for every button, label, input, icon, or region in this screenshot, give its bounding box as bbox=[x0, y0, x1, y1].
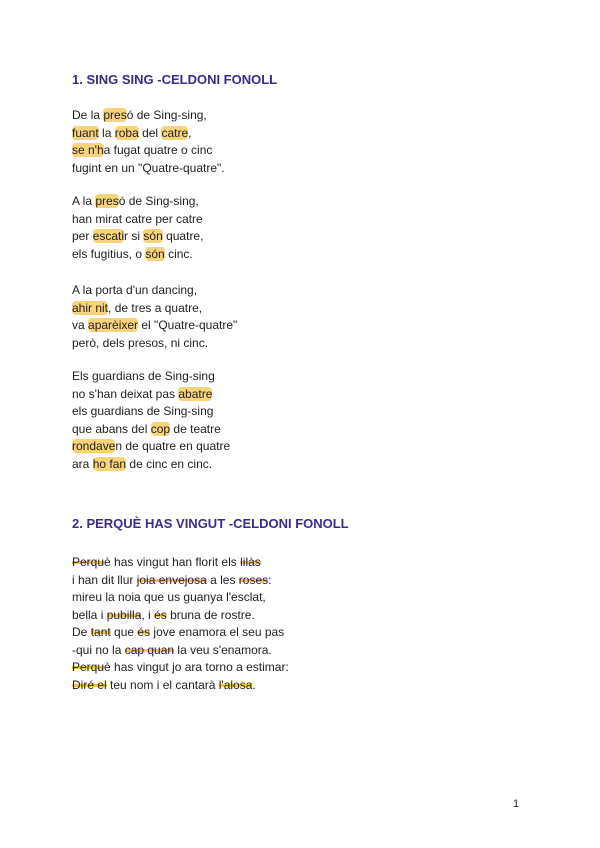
verse-line bbox=[72, 572, 289, 590]
verse-text: . bbox=[252, 677, 256, 692]
highlighted-word: fuant bbox=[72, 125, 99, 140]
verse-line bbox=[72, 107, 225, 125]
struck-word: Perqu bbox=[72, 660, 105, 674]
verse-line bbox=[72, 421, 230, 439]
verse-text: A la bbox=[72, 194, 96, 208]
struck-word: joia envejosa bbox=[136, 572, 207, 587]
verse-text: del bbox=[138, 125, 162, 140]
verse-line bbox=[72, 317, 237, 335]
page-number: 1 bbox=[513, 798, 520, 810]
verse-line bbox=[72, 554, 289, 572]
verse-text: bella i bbox=[72, 607, 107, 622]
verse-line bbox=[72, 335, 237, 353]
verse-text: de teatre bbox=[170, 421, 221, 436]
verse-line bbox=[72, 624, 289, 642]
highlighted-word: cop bbox=[150, 421, 171, 436]
verse-line bbox=[72, 659, 289, 677]
verse-text: bruna de rostre. bbox=[166, 607, 255, 622]
verse-text: els fugitius, o bbox=[72, 246, 146, 261]
verse-text: a fugat quatre o cinc bbox=[103, 143, 213, 157]
highlighted-word: escati bbox=[92, 229, 125, 243]
verse-text: la veu s'enamora. bbox=[174, 642, 272, 657]
verse-line bbox=[72, 677, 289, 695]
verse-line bbox=[72, 403, 230, 421]
verse-line bbox=[72, 246, 203, 264]
verse-text: jove enamora el seu pas bbox=[150, 625, 285, 639]
verse-text: è has vingut han florit els bbox=[104, 555, 241, 569]
verse-text: quatre, bbox=[162, 229, 204, 243]
verse-text: va bbox=[72, 318, 89, 332]
verse-text: cinc. bbox=[164, 246, 193, 261]
verse-text: De la bbox=[72, 108, 104, 122]
struck-word: tant bbox=[90, 625, 111, 639]
verse-text: a les bbox=[206, 572, 239, 587]
verse-line bbox=[72, 125, 225, 143]
verse-text: , bbox=[188, 125, 192, 140]
highlighted-word: són bbox=[143, 229, 163, 243]
verse-line bbox=[72, 300, 237, 318]
verse-text: , i bbox=[141, 607, 155, 622]
verse-text: que bbox=[110, 625, 138, 639]
verse-text: la bbox=[98, 125, 115, 140]
song1-stanza-1 bbox=[72, 107, 225, 177]
verse-text: per bbox=[72, 229, 93, 243]
verse-line bbox=[72, 368, 230, 386]
song1-title: 1. SING SING -CELDONI FONOLL bbox=[72, 72, 278, 87]
verse-text: han mirat catre per catre bbox=[72, 211, 203, 226]
verse-text: que abans del bbox=[72, 421, 151, 436]
song1-stanza-2 bbox=[72, 193, 203, 263]
verse-text: els guardians de Sing-sing bbox=[72, 404, 214, 418]
verse-text: de cinc en cinc. bbox=[126, 456, 213, 471]
verse-line bbox=[72, 589, 289, 607]
verse-text: mireu la noia que us guanya l'esclat, bbox=[72, 590, 266, 604]
verse-line bbox=[72, 438, 230, 456]
highlighted-word: pres bbox=[95, 194, 119, 208]
verse-text: ara bbox=[72, 456, 93, 471]
song2-title: 2. PERQUÈ HAS VINGUT -CELDONI FONOLL bbox=[72, 516, 349, 531]
verse-text: ó de Sing-sing, bbox=[126, 108, 207, 122]
highlighted-word: roba bbox=[114, 125, 139, 140]
highlighted-word: pres bbox=[103, 108, 127, 122]
verse-line bbox=[72, 142, 225, 160]
verse-line bbox=[72, 282, 237, 300]
verse-line bbox=[72, 642, 289, 660]
struck-word: Perqu bbox=[72, 555, 105, 569]
highlighted-word: aparèixer bbox=[88, 318, 139, 332]
verse-line bbox=[72, 607, 289, 625]
song1-stanza-4 bbox=[72, 368, 230, 473]
verse-line bbox=[72, 386, 230, 404]
struck-word: l'alosa bbox=[218, 677, 253, 692]
verse-text: però, dels presos, ni cinc. bbox=[72, 335, 209, 350]
verse-line bbox=[72, 228, 203, 246]
struck-word: és bbox=[137, 625, 151, 639]
struck-word: lilàs bbox=[240, 555, 261, 569]
verse-text: fugint en un "Quatre-quatre". bbox=[72, 160, 225, 175]
struck-word: és bbox=[154, 607, 167, 622]
verse-text: Els guardians de Sing-sing bbox=[72, 369, 215, 383]
verse-text: è has vingut jo ara torno a estimar: bbox=[104, 660, 289, 674]
verse-text: el "Quatre-quatre" bbox=[138, 318, 238, 332]
verse-line bbox=[72, 193, 203, 211]
highlighted-word: ahir nit bbox=[72, 300, 109, 315]
verse-text: teu nom i el cantarà bbox=[106, 677, 219, 692]
verse-text: i han dit llur bbox=[72, 572, 137, 587]
verse-text: , de tres a quatre, bbox=[108, 300, 203, 315]
struck-word: roses bbox=[238, 572, 269, 587]
highlighted-word: són bbox=[145, 246, 165, 261]
verse-line bbox=[72, 160, 225, 178]
song1-stanza-3 bbox=[72, 282, 237, 352]
verse-text: n de quatre en quatre bbox=[115, 439, 231, 453]
highlighted-word: rondave bbox=[72, 439, 116, 453]
verse-text: De bbox=[72, 625, 91, 639]
song2-stanza bbox=[72, 554, 289, 694]
struck-word: Diré el bbox=[72, 677, 107, 692]
highlighted-word: ho fan bbox=[92, 456, 127, 471]
verse-text: : bbox=[268, 572, 272, 587]
verse-text: r si bbox=[124, 229, 144, 243]
verse-line bbox=[72, 211, 203, 229]
verse-text: ó de Sing-sing, bbox=[118, 194, 199, 208]
verse-text: -qui no la bbox=[72, 642, 125, 657]
highlighted-word: se n'h bbox=[72, 143, 104, 157]
highlighted-word: catre bbox=[161, 125, 189, 140]
verse-text: A la porta d'un dancing, bbox=[72, 283, 198, 297]
verse-text: no s'han deixat pas bbox=[72, 386, 179, 401]
struck-word: cap quan bbox=[124, 642, 175, 657]
verse-line bbox=[72, 456, 230, 474]
struck-word: pubilla bbox=[106, 607, 142, 622]
highlighted-word: abatre bbox=[178, 386, 213, 401]
